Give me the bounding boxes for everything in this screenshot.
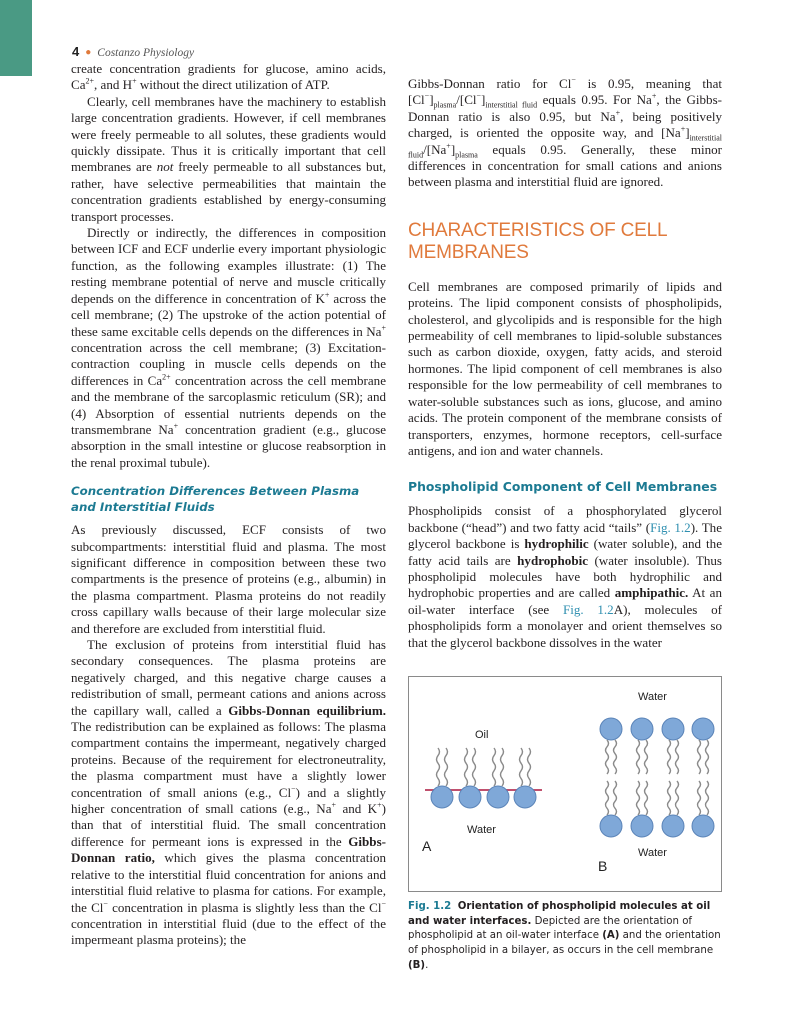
label-water-b-bottom: Water: [638, 847, 667, 859]
fatty-acid-tail: [437, 748, 440, 786]
section-heading: CHARACTERISTICS OF CELL MEMBRANES: [408, 219, 667, 263]
book-title: Costanzo Physiology: [97, 47, 195, 59]
caption-figure-number: Fig. 1.2: [408, 901, 452, 912]
label-water-a: Water: [467, 824, 496, 836]
chapter-color-tab: [0, 0, 32, 76]
fatty-acid-tail: [637, 740, 640, 774]
label-oil: Oil: [475, 729, 489, 741]
caption-text: Depicted are the orientation of phospholipid at an oil-water interface (A) and the orientation of phospholipid in a bilayer, as occurs in the cell membrane (B).: [408, 915, 721, 971]
glycerol-head: [459, 786, 481, 808]
figure-illustration: [409, 677, 721, 891]
superscript: +: [132, 77, 137, 87]
fatty-acid-tail: [698, 740, 701, 774]
glycerol-head: [692, 815, 714, 837]
panel-letter-a: A: [422, 838, 432, 854]
glycerol-head: [631, 718, 653, 740]
fatty-acid-tail: [614, 781, 617, 815]
fatty-acid-tail: [606, 781, 609, 815]
superscript: −: [381, 899, 387, 909]
superscript: +: [381, 323, 386, 333]
fatty-acid-tail: [465, 748, 468, 786]
subsection-heading: Concentration Differences Between Plasma and Interstitial Fluids: [71, 484, 360, 515]
fatty-acid-tail: [645, 740, 648, 774]
paragraph: Phospholipids consist of a phosphorylated glycerol backbone (“head”) and two fatty acid “tails” (Fig. 1.2). The glycerol backbone is hydrophilic (water soluble), and the fatty acid tails are hydrophobic (water insoluble). Thus phospholipid molecules have both hydrophilic and hydrophobic properties and are called amphipathic. At an oil-water interface (see Fig. 1.2A), molecules of phospholipids form a monolayer and orient themselves so that the glycerol backbone dissolves in the water: [408, 503, 723, 650]
figure-reference-link[interactable]: Fig. 1.2: [650, 519, 691, 535]
superscript: +: [331, 800, 337, 810]
bold-term: hydrophobic: [517, 552, 588, 568]
glycerol-head: [487, 786, 509, 808]
paragraph: Gibbs-Donnan ratio for Cl− is 0.95, meaning that $[Cl^-]_{plasma}/[Cl^-]_{interstitial fluid}$ equals 0.95. For Na+, the Gibbs-Donnan ratio is also 0.95, but Na+, being positively charged, is oriented the opposite way, and $[Na^+]_{interstitial fluid}/[Na^+]_{plasma}$ equals 0.95. Generally, these minor differences in concentration for small cations and anions between plasma and interstitial fluid are ignored.: [408, 75, 723, 190]
superscript: −: [291, 784, 296, 794]
superscript: −: [476, 92, 482, 102]
superscript: +: [680, 124, 686, 134]
superscript: +: [173, 421, 179, 431]
subscript: plasma: [455, 150, 478, 160]
superscript: −: [424, 92, 430, 102]
bold-term: (B): [408, 959, 426, 971]
fatty-acid-tail: [501, 748, 504, 786]
paragraph: As previously discussed, ECF consists of two subcompartments: interstitial fluid and plasma. The most significant difference in composition between these two compartments is the presence of proteins (e.g., albumin) in the plasma compartment. Plasma proteins do not readily cross capillary walls because of their large molecular size and therefore are excluded from interstitial fluid.: [71, 522, 386, 636]
subscript: plasma: [433, 101, 457, 111]
paragraph: Directly or indirectly, the differences in composition between ICF and ECF underlie every important physiologic function, as the following examples illustrate: (1) The resting membrane potential of nerve and muscle critically depends on the difference in concentration of K+ across the cell membrane; (2) The upstroke of the action potential of these same excitable cells depends on the differences in Na+ concentration across the cell membrane; (3) Excitation-contraction coupling in muscle cells depends on the differences in $Ca^{2+}$ concentration across the cell membrane and the membrane of the sarcoplasmic reticulum (SR); and (4) Absorption of essential nutrients depends on the transmembrane Na+ concentration gradient (e.g., glucose absorption in the small intestine or glucose reabsorption in the renal proximal tubule).: [71, 225, 386, 470]
figure-phospholipid-orientation: [408, 676, 722, 892]
bold-term: amphipathic.: [614, 585, 689, 601]
fatty-acid-tail: [676, 781, 679, 815]
fatty-acid-tail: [520, 748, 523, 786]
paragraph: Clearly, cell membranes have the machinery to establish large concentration gradients. However, if cell membranes were freely permeable to all solutes, these gradients would quickly dissipate. Thus it is critically important that cell membranes are not freely permeable to all substances but, rather, have selective permeabilities that maintain the concentration gradients established by energy-consuming transport processes.: [71, 93, 386, 224]
fatty-acid-tail: [606, 740, 609, 774]
glycerol-head: [631, 815, 653, 837]
left-column: [71, 61, 386, 949]
paragraph: Cell membranes are composed primarily of lipids and proteins. The lipid component consists of phospholipids, cholesterol, and glycolipids and is responsible for the high permeability of cell membranes to lipid-soluble substances such as carbon dioxide, oxygen, fatty acids, and steroid hormones. The lipid component of cell membranes is also responsible for the low permeability of cell membranes to water-soluble substances such as ions, glucose, and amino acids. The protein component of the membrane consists of transporters, enzymes, hormone receptors, cell-surface antigens, and ion and water channels.: [408, 278, 722, 458]
figure-caption: [408, 900, 728, 974]
glycerol-head: [600, 815, 622, 837]
right-column: [408, 76, 722, 651]
bold-term: Gibbs-Donnan ratio,: [71, 833, 386, 866]
glycerol-head: [600, 718, 622, 740]
bold-term: hydrophilic: [524, 536, 589, 552]
page-number: 4: [72, 44, 80, 59]
fatty-acid-tail: [676, 740, 679, 774]
superscript: +: [615, 108, 621, 118]
fatty-acid-tail: [698, 781, 701, 815]
glycerol-head: [662, 815, 684, 837]
glycerol-head: [431, 786, 453, 808]
fatty-acid-tail: [645, 781, 648, 815]
superscript: +: [651, 92, 657, 102]
fatty-acid-tail: [473, 748, 476, 786]
bold-term: Gibbs-Donnan equilibrium.: [228, 702, 386, 718]
glycerol-head: [692, 718, 714, 740]
subsection-heading: Phospholipid Component of Cell Membranes: [408, 479, 718, 495]
fatty-acid-tail: [668, 781, 671, 815]
subscript: interstitial fluid: [408, 133, 722, 160]
glycerol-head: [662, 718, 684, 740]
running-header: [72, 44, 194, 59]
paragraph: The exclusion of proteins from interstitial fluid has secondary consequences. The plasma proteins are negatively charged, and this negative charge causes a redistribution of small, permeant cations and anions across the capillary wall, called a Gibbs-Donnan equilibrium. The redistribution can be explained as follows: The plasma compartment contains the impermeant, negatively charged proteins. Because of the requirement for electroneutrality, the plasma compartment must have a slightly lower concentration of small anions (e.g., Cl−) and a slightly higher concentration of small cations (e.g., Na+ and K+) than that of interstitial fluid. The small concentration difference for permeant ions is expressed in the Gibbs-Donnan ratio, which gives the plasma concentration relative to the interstitial fluid concentration for anions and interstitial fluid relative to plasma for cations. For example, the Cl− concentration in plasma is slightly less than the Cl− concentration in interstitial fluid (due to the effect of the impermeant plasma proteins); the: [71, 637, 387, 948]
superscript: −: [103, 899, 108, 909]
caption-title: Orientation of phospholipid molecules at oil and water interfaces.: [408, 901, 711, 927]
fatty-acid-tail: [614, 740, 617, 774]
superscript: 2+: [162, 372, 171, 382]
fatty-acid-tail: [445, 748, 448, 786]
fatty-acid-tail: [706, 740, 709, 774]
fatty-acid-tail: [706, 781, 709, 815]
paragraph: create concentration gradients for glucose, amino acids, $Ca^{2+}$, and H+ without the direct utilization of ATP.: [71, 61, 386, 93]
bold-term: (A): [602, 930, 620, 942]
superscript: +: [446, 141, 451, 151]
superscript: 2+: [85, 77, 95, 87]
header-bullet-icon: ●: [85, 47, 92, 58]
fatty-acid-tail: [668, 740, 671, 774]
subscript: interstitial fluid: [485, 101, 538, 111]
superscript: +: [324, 290, 330, 300]
emphasis: not: [156, 159, 174, 175]
superscript: −: [571, 75, 576, 85]
fatty-acid-tail: [493, 748, 496, 786]
fatty-acid-tail: [528, 748, 531, 786]
label-water-b-top: Water: [638, 691, 667, 703]
superscript: +: [377, 800, 382, 810]
glycerol-head: [514, 786, 536, 808]
panel-letter-b: B: [598, 858, 608, 874]
figure-reference-link[interactable]: Fig. 1.2: [562, 601, 614, 617]
fatty-acid-tail: [637, 781, 640, 815]
